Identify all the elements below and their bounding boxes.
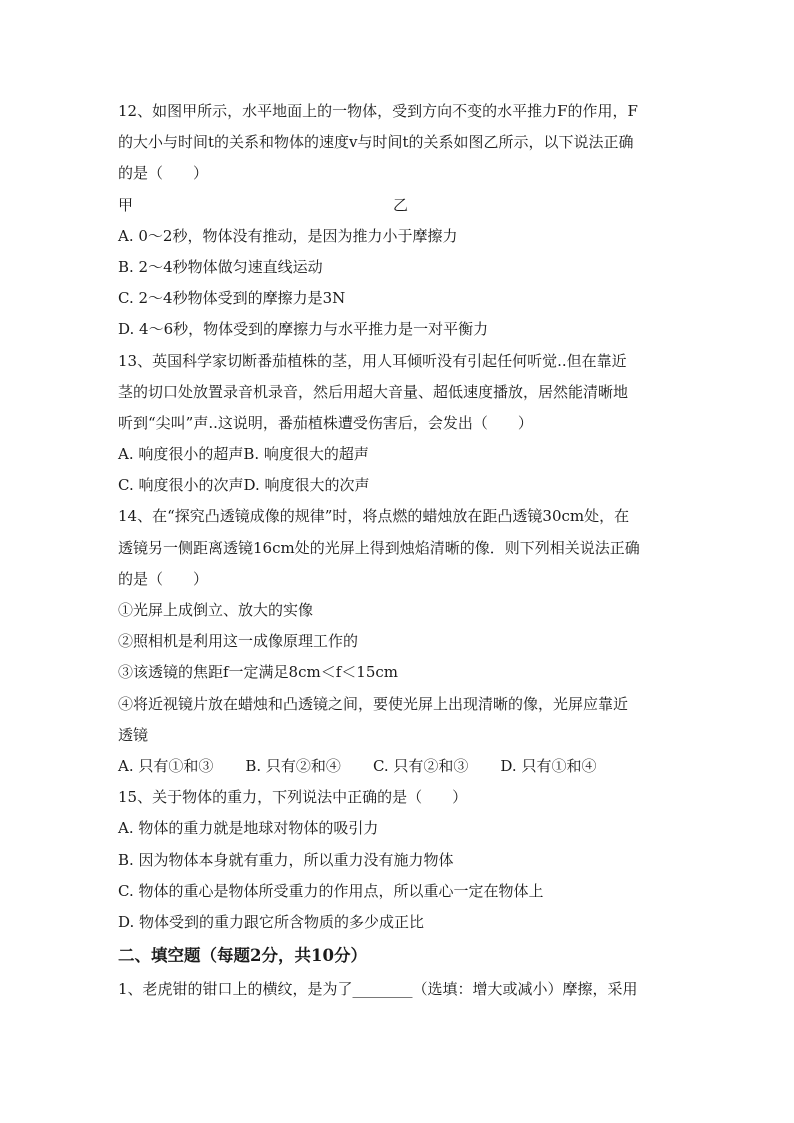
question-14 <box>118 501 678 782</box>
statement-3: ③该透镜的焦距f一定满足8cm＜f＜15cm <box>118 663 398 682</box>
question-stem-line: 14、在“探究凸透镜成像的规律”时，将点燃的蜡烛放在距凸透镜30cm处，在 <box>118 507 630 526</box>
fill-question-1: 1、老虎钳的钳口上的横纹，是为了________（选填：增大或减小）摩擦，采用 <box>118 980 638 999</box>
option-cd: C. 响度很小的次声D. 响度很大的次声 <box>118 476 370 495</box>
figure-label-b: 乙 <box>392 195 408 214</box>
option-b: B. 只有②和④ <box>245 756 341 775</box>
statement-1: ①光屏上成倒立、放大的实像 <box>118 601 314 619</box>
option-c: C. 只有②和③ <box>372 756 469 775</box>
question-stem-line: 听到“尖叫”声..这说明，番茄植株遭受伤害后，会发出（ ） <box>118 413 533 432</box>
question-12 <box>118 96 678 346</box>
document-page <box>118 96 678 1005</box>
question-stem-line: 的是（ ） <box>118 164 209 183</box>
section-heading: 二、填空题（每题2分，共10分） <box>118 946 367 966</box>
option-c: C. 2～4秒物体受到的摩擦力是3N <box>118 289 346 308</box>
option-b: B. 2～4秒物体做匀速直线运动 <box>118 257 323 276</box>
figure-labels <box>118 190 408 221</box>
question-stem-line: 茎的切口处放置录音机录音，然后用超大音量、超低速度播放，居然能清晰地 <box>118 382 629 401</box>
option-a: A. 0～2秒，物体没有推动，是因为推力小于摩擦力 <box>118 226 458 245</box>
question-stem-line: 的大小与时间t的关系和物体的速度v与时间t的关系如图乙所示，以下说法正确 <box>118 133 634 152</box>
question-stem-line: 的是（ ） <box>118 569 209 588</box>
question-stem-line: 透镜另一侧距离透镜16cm处的光屏上得到烛焰清晰的像．则下列相关说法正确 <box>118 538 640 557</box>
option-b: B. 因为物体本身就有重力，所以重力没有施力物体 <box>118 850 454 869</box>
statement-4-continued: 透镜 <box>118 725 149 744</box>
option-ab: A. 响度很小的超声B. 响度很大的超声 <box>118 445 369 464</box>
option-d: D. 物体受到的重力跟它所含物质的多少成正比 <box>118 912 425 931</box>
question-15 <box>118 782 678 938</box>
options-row <box>118 751 678 782</box>
statement-2: ②照相机是利用这一成像原理工作的 <box>118 632 359 651</box>
option-a: A. 只有①和③ <box>118 756 214 775</box>
option-c: C. 物体的重心是物体所受重力的作用点，所以重心一定在物体上 <box>118 881 544 900</box>
option-d: D. 只有①和④ <box>500 756 597 775</box>
question-stem-line: 12、如图甲所示，水平地面上的一物体，受到方向不变的水平推力F的作用，F <box>118 102 638 120</box>
option-d: D. 4～6秒，物体受到的摩擦力与水平推力是一对平衡力 <box>118 320 489 339</box>
question-stem-line: 13、英国科学家切断番茄植株的茎，用人耳倾听没有引起任何听觉..但在靠近 <box>118 351 627 370</box>
statement-4: ④将近视镜片放在蜡烛和凸透镜之间，要使光屏上出现清晰的像，光屏应靠近 <box>118 694 629 713</box>
question-stem-line: 15、关于物体的重力，下列说法中正确的是（ ） <box>118 788 468 807</box>
question-13 <box>118 346 678 502</box>
figure-label-a: 甲 <box>118 195 134 214</box>
option-a: A. 物体的重力就是地球对物体的吸引力 <box>118 819 379 838</box>
